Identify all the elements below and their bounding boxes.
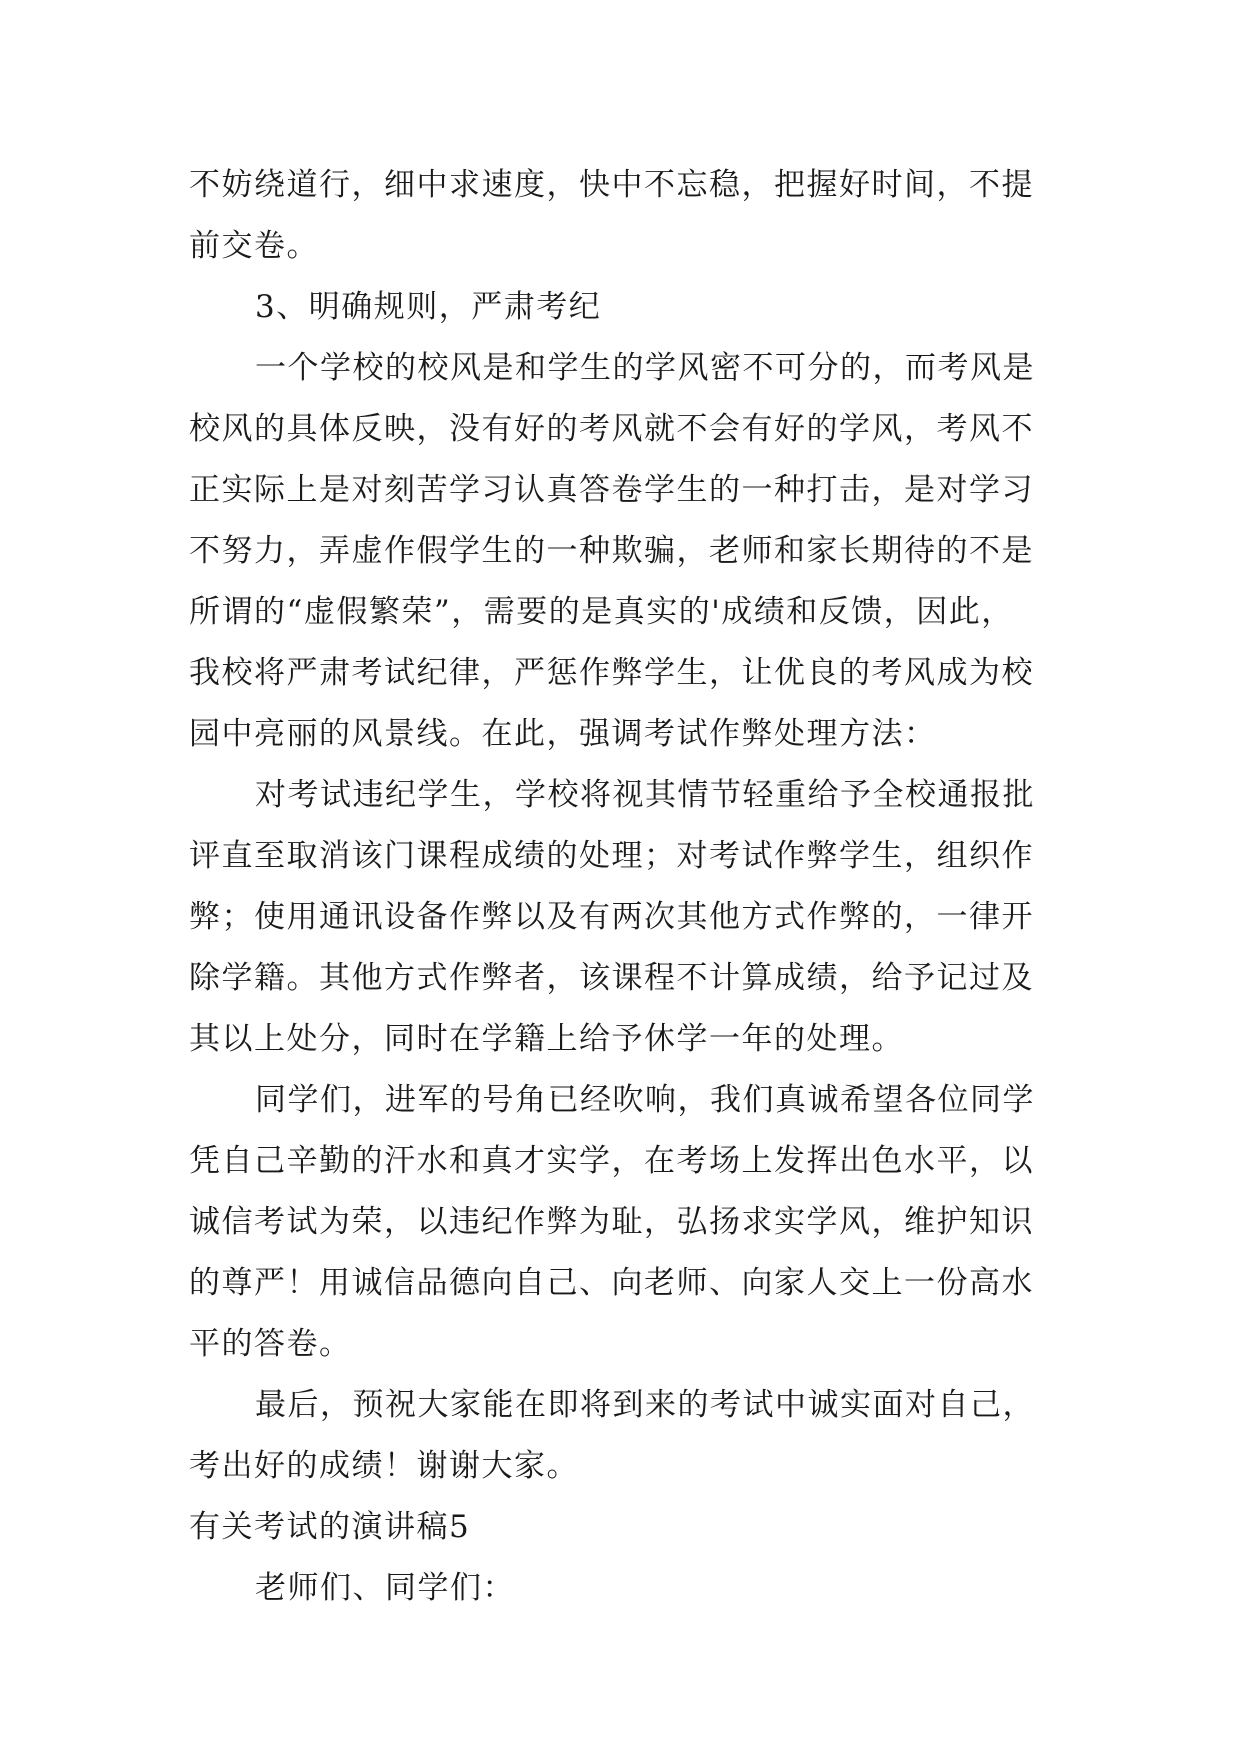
document-body xyxy=(189,155,1055,1619)
text-line: 同学们，进军的号角已经吹响，我们真诚希望各位同学 xyxy=(255,1082,1035,1118)
text-line: 除学籍。其他方式作弊者，该课程不计算成绩，给予记过及 xyxy=(189,960,1034,996)
text-line: 不妨绕道行，细中求速度，快中不忘稳，把握好时间，不提 xyxy=(189,167,1034,203)
text-line: 诚信考试为荣，以违纪作弊为耻，弘扬求实学风，维护知识 xyxy=(189,1204,1034,1240)
text-line: 其以上处分，同时在学籍上给予休学一年的处理。 xyxy=(189,1021,904,1057)
salutation: 老师们、同学们： xyxy=(255,1570,515,1606)
section-heading: 3、明确规则，严肃考纪 xyxy=(255,289,602,325)
speech-title: 有关考试的演讲稿5 xyxy=(189,1509,471,1545)
text-line: 最后，预祝大家能在即将到来的考试中诚实面对自己， xyxy=(255,1387,1035,1423)
text-line: 我校将严肃考试纪律，严惩作弊学生，让优良的考风成为校 xyxy=(189,655,1034,691)
text-line: 弊；使用通讯设备作弊以及有两次其他方式作弊的，一律开 xyxy=(189,899,1034,935)
text-line: 凭自己辛勤的汗水和真才实学，在考场上发挥出色水平，以 xyxy=(189,1143,1034,1179)
text-line: 不努力，弄虚作假学生的一种欺骗，老师和家长期待的不是 xyxy=(189,533,1034,569)
text-line: 平的答卷。 xyxy=(189,1326,352,1362)
text-line: 前交卷。 xyxy=(189,228,319,264)
text-line: 评直至取消该门课程成绩的处理；对考试作弊学生，组织作 xyxy=(189,838,1034,874)
text-line: 校风的具体反映，没有好的考风就不会有好的学风，考风不 xyxy=(189,411,1034,447)
text-line: 的尊严！用诚信品德向自己、向老师、向家人交上一份高水 xyxy=(189,1265,1034,1301)
text-line: 考出好的成绩！谢谢大家。 xyxy=(189,1448,579,1484)
text-line: 对考试违纪学生，学校将视其情节轻重给予全校通报批 xyxy=(255,777,1035,813)
text-line: 一个学校的校风是和学生的学风密不可分的，而考风是 xyxy=(255,350,1035,386)
text-line: 园中亮丽的风景线。在此，强调考试作弊处理方法： xyxy=(189,716,937,752)
text-line: 所谓的“虚假繁荣”，需要的是真实的'成绩和反馈，因此， xyxy=(189,594,1014,630)
text-line: 正实际上是对刻苦学习认真答卷学生的一种打击，是对学习 xyxy=(189,472,1034,508)
